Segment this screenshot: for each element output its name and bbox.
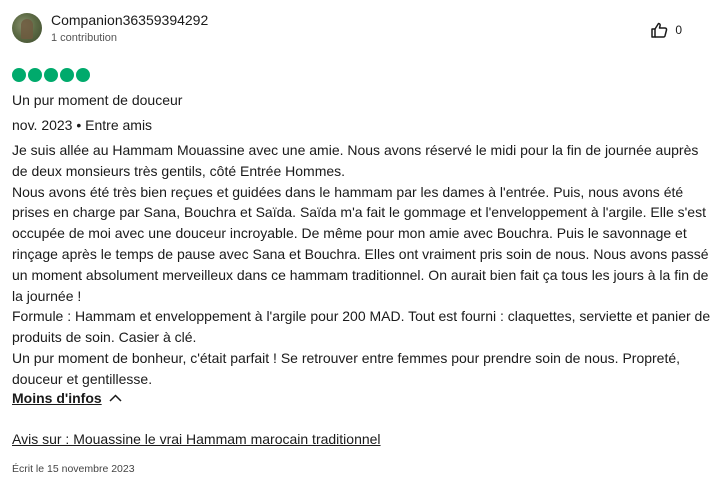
reviewer-header — [12, 12, 208, 44]
review-of-link[interactable]: Avis sur : Mouassine le vrai Hammam marocain traditionnel — [12, 431, 381, 447]
written-date: Écrit le 15 novembre 2023 — [12, 463, 135, 475]
rating-bubble — [60, 68, 74, 82]
show-less-label: Moins d'infos — [12, 390, 102, 406]
review-paragraph: Nous avons été très bien reçues et guidées dans le hammam par les dames à l'entrée. Puis, nous avons été prises en charge par Sana, Bouchra et Saïda. Saïda m'a fait le gommage et l'enveloppement à l'argile. Elle s'est occupée de moi avec une douceur incroyable. De même pour mon amie avec Bouchra. Puis le savonnage et rinçage après le temps de pause avec Sana et Bouchra. Elles ont vraiment pris soin de nous. Nous avons passé un moment absolument merveilleux dans ce hammam traditionnel. On aurait bien fait ça tous les jours à la fin de la journée ! — [12, 183, 709, 304]
reviewer-info — [51, 12, 208, 44]
rating-bubbles — [12, 68, 90, 82]
visit-meta: nov. 2023 • Entre amis — [12, 117, 153, 133]
review-paragraph: Je suis allée au Hammam Mouassine avec une amie. Nous avons réservé le midi pour la fin de journée auprès de deux monsieurs très gentils, côté Entrée Hommes. — [12, 142, 699, 179]
rating-bubble — [44, 68, 58, 82]
thumbs-up-icon — [651, 22, 668, 38]
review-title: Un pur moment de douceur — [12, 92, 183, 108]
show-less-button[interactable] — [12, 390, 122, 406]
rating-bubble — [28, 68, 42, 82]
helpful-count: 0 — [675, 23, 682, 37]
review-body — [12, 140, 712, 390]
username-link[interactable]: Companion36359394292 — [51, 12, 209, 28]
contribution-count: 1 contribution — [51, 32, 118, 44]
review-paragraph: Formule : Hammam et enveloppement à l'argile pour 200 MAD. Tout est fourni : claquettes, serviette et panier de produits de soin. Casier à clé. — [12, 308, 711, 346]
review-paragraph: Un pur moment de bonheur, c'était parfait ! Se retrouver entre femmes pour prendre soin de nous. Propreté, douceur et gentillesse. — [12, 349, 681, 387]
rating-bubble — [76, 68, 90, 82]
avatar[interactable] — [12, 13, 42, 43]
chevron-up-icon — [109, 394, 122, 402]
rating-bubble — [12, 68, 26, 82]
helpful-vote-button[interactable] — [651, 22, 682, 38]
